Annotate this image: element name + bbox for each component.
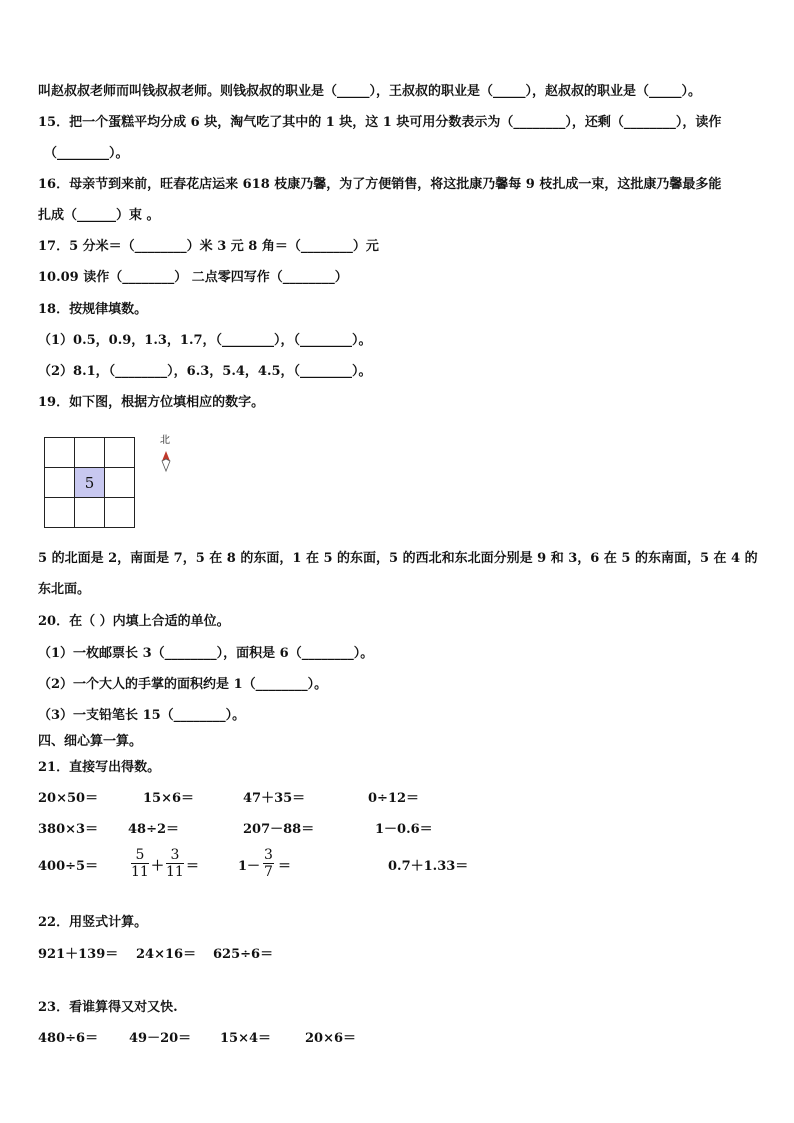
- q18-title: 18．按规律填数。: [38, 302, 148, 317]
- grid-cell: [105, 438, 135, 468]
- q20-part1: （1）一枚邮票长 3（________），面积是 6（________）。: [38, 646, 374, 661]
- equals-sign: ＝: [186, 859, 200, 874]
- compass-north-label: 北: [160, 435, 170, 446]
- q20-part2: （2）一个大人的手掌的面积约是 1（________）。: [38, 677, 328, 692]
- one-minus: 1－: [238, 859, 261, 874]
- grid-cell: [105, 498, 135, 528]
- q23-title: 23．看谁算得又对又快.: [38, 1000, 178, 1015]
- q18-part1: （1）0.5，0.9，1.3，1.7，（________），（________）。: [38, 333, 372, 348]
- quick-calc-item: 480÷6＝: [38, 1031, 99, 1046]
- q17-line2: 10.09 读作（________） 二点零四写作（________）: [38, 270, 348, 285]
- grid-cell: [45, 438, 75, 468]
- grid-cell: [45, 468, 75, 498]
- fraction-denominator: 11: [166, 864, 184, 880]
- q15-line2: （________）。: [44, 146, 129, 161]
- calc-item: 0÷12＝: [368, 791, 420, 806]
- calc-item: 1－0.6＝: [375, 822, 433, 837]
- calc-item: 47＋35＝: [243, 791, 306, 806]
- q21-title: 21．直接写出得数。: [38, 760, 161, 775]
- grid-cell-center: 5: [75, 468, 105, 498]
- q20-title: 20．在（ ）内填上合适的单位。: [38, 614, 230, 629]
- q17-line1: 17．5 分米＝（________）米 3 元 8 角＝（________）元: [38, 239, 379, 254]
- grid-cell: [45, 498, 75, 528]
- quick-calc-item: 20×6＝: [305, 1031, 357, 1046]
- calc-item: 15×6＝: [143, 791, 195, 806]
- calc-item: 207－88＝: [243, 822, 315, 837]
- fraction-numerator: 3: [166, 847, 184, 864]
- q19-title: 19．如下图，根据方位填相应的数字。: [38, 395, 265, 410]
- q22-title: 22．用竖式计算。: [38, 915, 148, 930]
- q20-part3: （3）一支铅笔长 15（________）。: [38, 708, 246, 723]
- q19-desc-line1: 5 的北面是 2，南面是 7，5 在 8 的东面，1 在 5 的东面，5 的西北和东北面分别是 9 和 3，6 在 5 的东南面，5 在 4 的: [38, 551, 758, 566]
- fraction-denominator: 7: [264, 864, 273, 880]
- calc-item: 0.7＋1.33＝: [388, 859, 469, 874]
- q15-line1: 15．把一个蛋糕平均分成 6 块，淘气吃了其中的 1 块，这 1 块可用分数表示为（________），还剩（________），读作: [38, 115, 722, 130]
- grid-cell: [75, 438, 105, 468]
- q19-desc-line2: 东北面。: [38, 582, 91, 597]
- fraction-3-11: [166, 847, 184, 880]
- direction-grid: [44, 437, 135, 528]
- equals-sign: ＝: [278, 859, 292, 874]
- vertical-calc-item: 625÷6＝: [213, 947, 274, 962]
- vertical-calc-item: 24×16＝: [136, 947, 197, 962]
- fraction-5-11: [131, 847, 149, 880]
- quick-calc-item: 49－20＝: [129, 1031, 192, 1046]
- fraction-denominator: 11: [131, 864, 149, 880]
- calc-item: 380×3＝: [38, 822, 99, 837]
- calc-item: 400÷5＝: [38, 859, 99, 874]
- q18-part2: （2）8.1，（________），6.3，5.4，4.5，（________）。: [38, 364, 372, 379]
- q16-line2: 扎成（______）束 。: [38, 208, 160, 223]
- vertical-calc-item: 921＋139＝: [38, 947, 119, 962]
- q14-continuation: 叫赵叔叔老师而叫钱叔叔老师。则钱叔叔的职业是（_____），王叔叔的职业是（_____），赵叔叔的职业是（_____）。: [38, 84, 702, 99]
- grid-cell: [105, 468, 135, 498]
- section-4-heading: 四、细心算一算。: [38, 734, 143, 749]
- compass-arrow-icon: [157, 437, 175, 477]
- fraction-numerator: 3: [264, 847, 273, 863]
- calc-item: 48÷2＝: [128, 822, 180, 837]
- grid-cell: [75, 498, 105, 528]
- calc-item: 20×50＝: [38, 791, 99, 806]
- plus-sign: ＋: [151, 859, 165, 874]
- fraction-3-7: [263, 847, 274, 880]
- quick-calc-item: 15×4＝: [220, 1031, 272, 1046]
- q16-line1: 16．母亲节到来前，旺春花店运来 618 枝康乃馨，为了方便销售，将这批康乃馨每 9 枝扎成一束，这批康乃馨最多能: [38, 177, 722, 192]
- fraction-numerator: 5: [131, 847, 149, 864]
